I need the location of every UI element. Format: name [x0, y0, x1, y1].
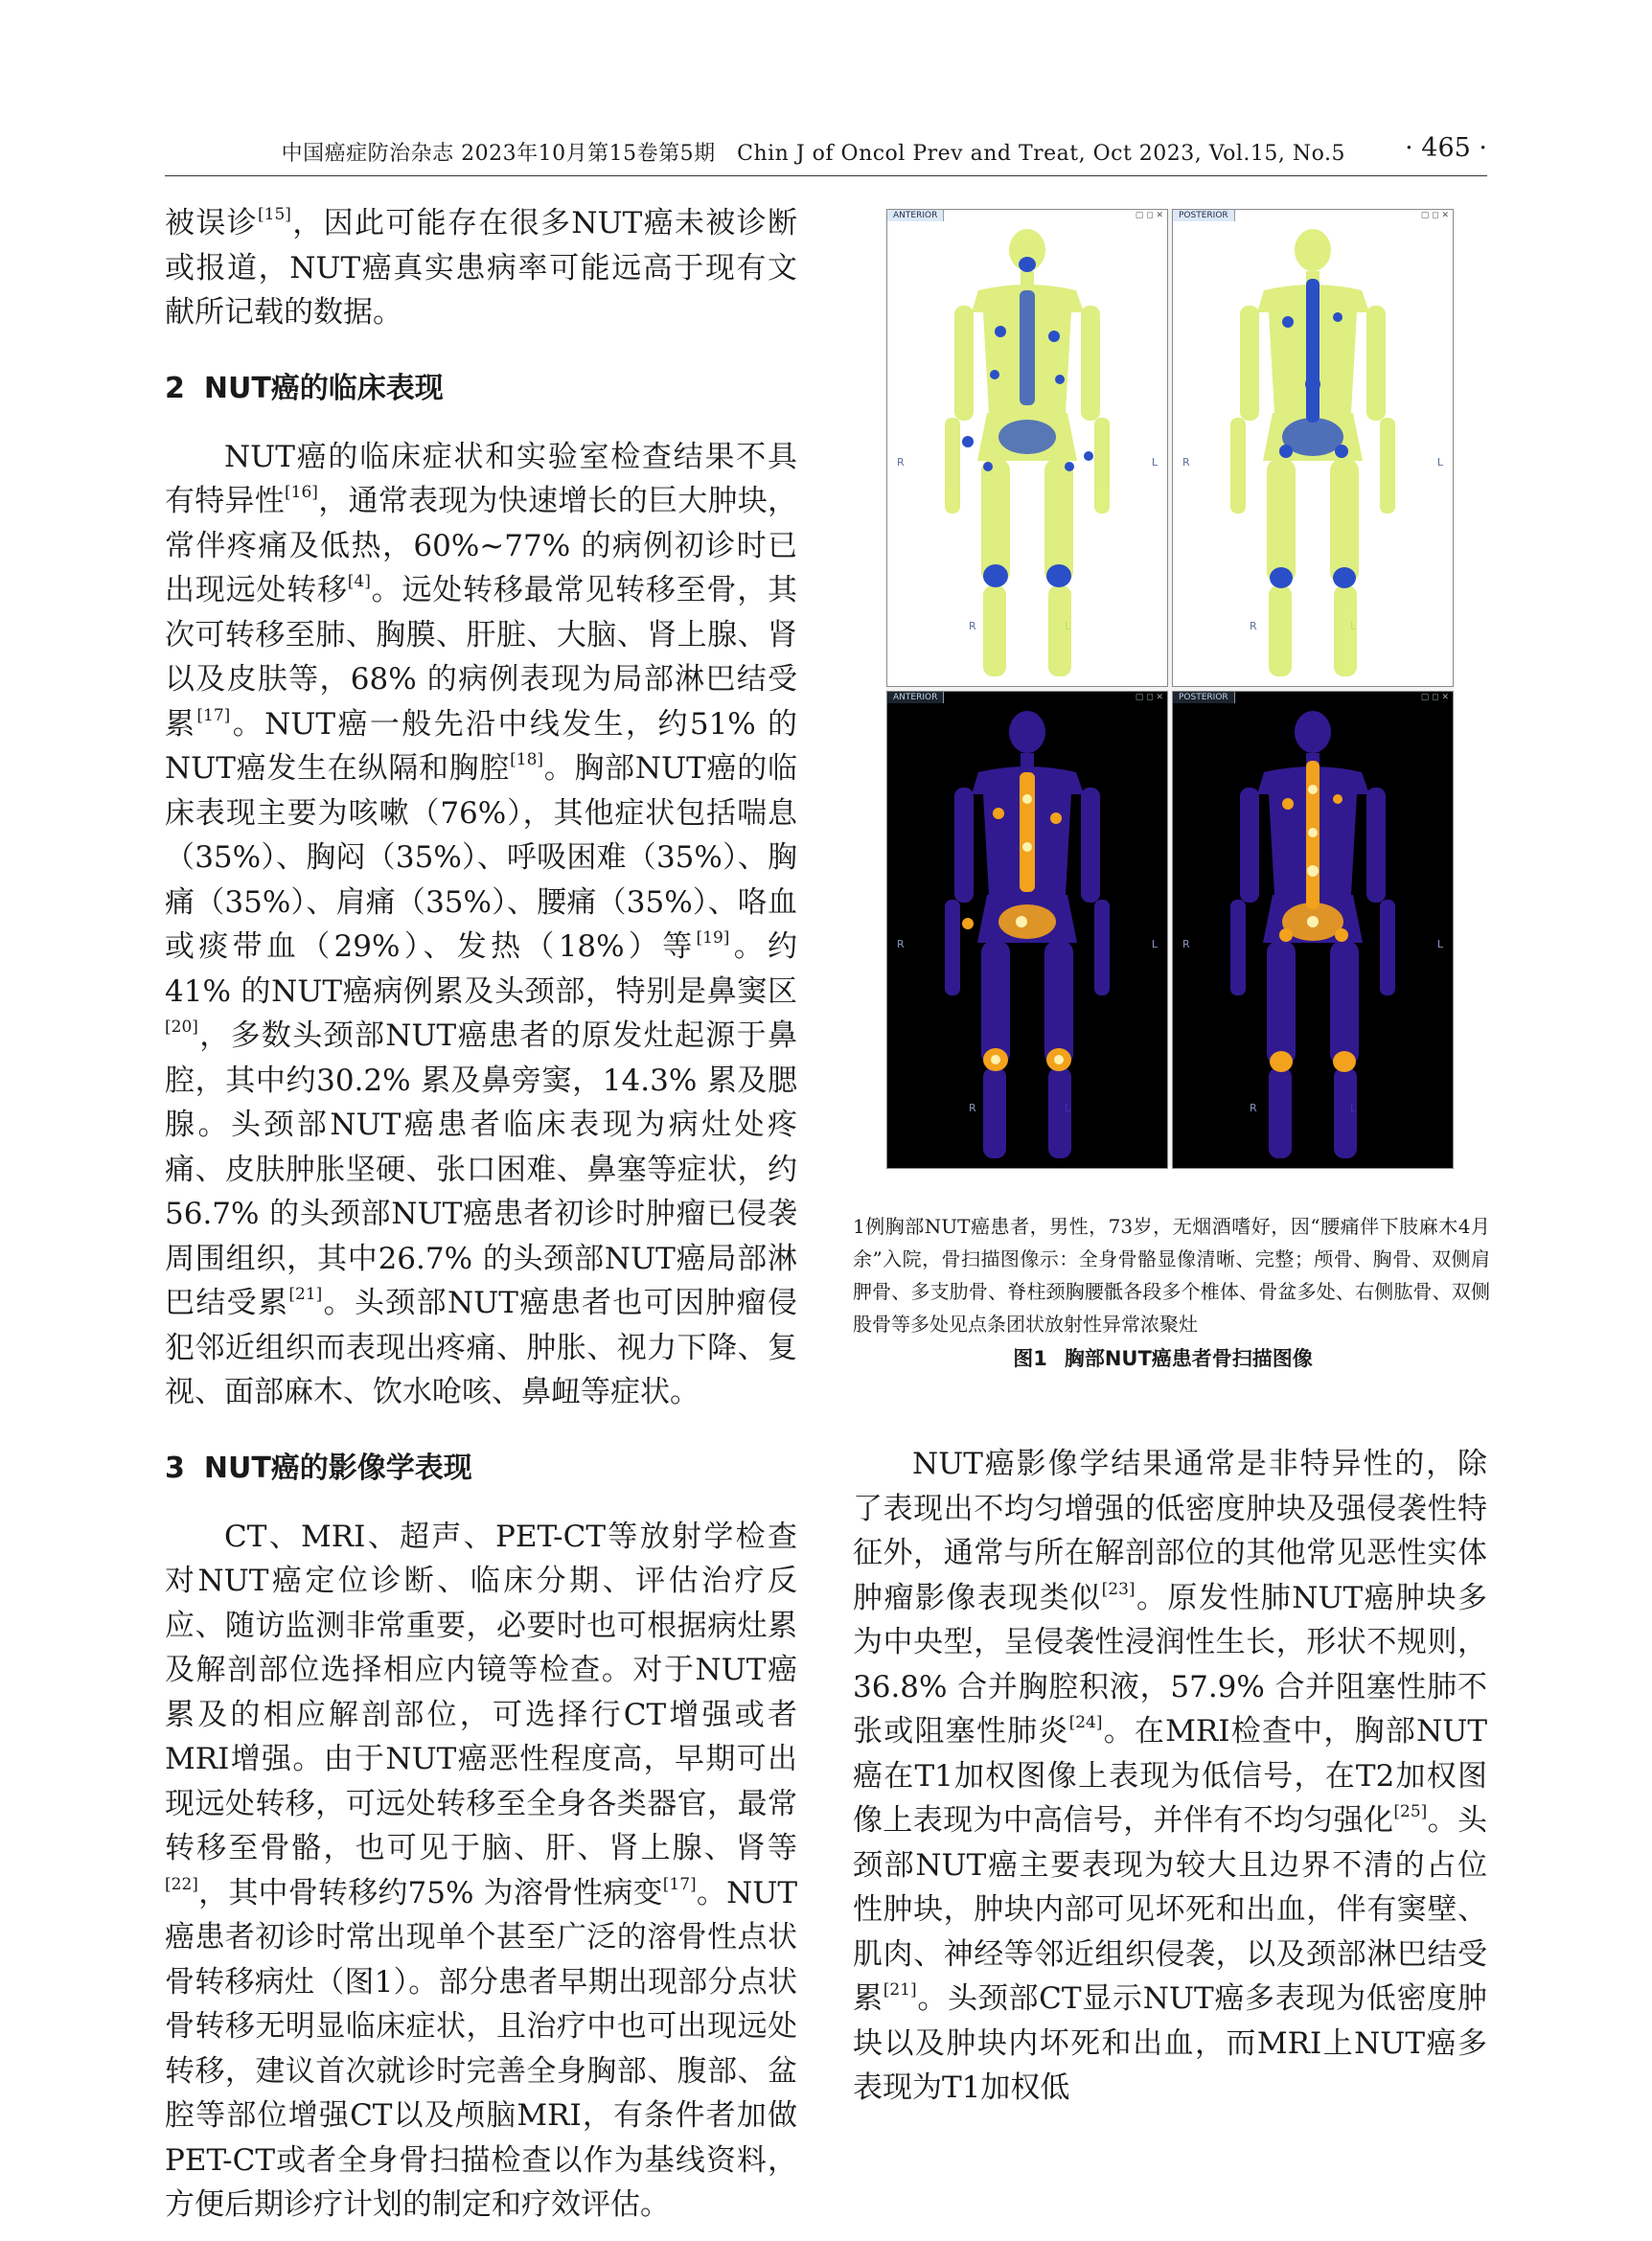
side-marker-l: L: [1436, 456, 1443, 469]
skeleton-image: [1173, 221, 1453, 686]
right-paragraph: NUT癌影像学结果通常是非特异性的，除了表现出不均匀增强的低密度肿块及强侵袭性特征外，通常与所在解剖部位的其他常见恶性实体肿瘤影像表现类似[23]。原发性肺NUT癌肿块多为中央型，呈侵袭性浸润性生长，形状不规则，36.8% 合并胸腔积液，57.9% 合并阻塞性肺不张或阻塞性肺炎[24]。在MRI检查中，胸部NUT癌在T1加权图像上表现为低信号，在T2加权图像上表现为中高信号，并伴有不均匀强化[25]。头颈部NUT癌主要表现为较大且边界不清的占位性肿块，肿块内部可见坏死和出血，伴有窦壁、肌肉、神经等邻近组织侵袭，以及颈部淋巴结受累[21]。头颈部CT显示NUT癌多表现为低密度肿块以及肿块内坏死和出血，而MRI上NUT癌多表现为T1加权低: [853, 1447, 1488, 2105]
journal-line: 中国癌症防治杂志 2023年10月第15卷第5期 Chin J of Oncol Prev and Treat, Oct 2023, Vol.15, No.5: [281, 142, 1345, 166]
skeleton-image: [1173, 703, 1453, 1168]
figure-caption-note: 1例胸部NUT癌患者，男性，73岁，无烟酒嗜好，因“腰痛伴下肢麻木4月余”入院，骨扫描图像示：全身骨骼显像清晰、完整；颅骨、胸骨、双侧肩胛骨、多支肋骨、脊柱颈胸腰骶各段多个椎体、骨盆多处、右侧肱骨、双侧股骨等多处见点条团状放射性异常浓聚灶: [853, 1215, 1490, 1336]
foot-marker-r: R: [969, 620, 976, 632]
running-header: [165, 131, 1487, 170]
side-marker-l: L: [1151, 456, 1158, 469]
intro-paragraph: 被误诊[15]，因此可能存在很多NUT癌未被诊断或报道，NUT癌真实患病率可能远高于现有文献所记载的数据。: [165, 205, 797, 330]
section-heading-2: 2 NUT癌的临床表现: [165, 371, 444, 405]
scan-panel-light-posterior: [1172, 209, 1454, 687]
skeleton-image: [887, 221, 1167, 686]
side-marker-r: R: [897, 938, 905, 950]
scan-panel-light-anterior: [886, 209, 1168, 687]
window-controls[interactable]: ▢ ◻ ✕: [1135, 211, 1163, 220]
section-3-paragraph: CT、MRI、超声、PET-CT等放射学检查对NUT癌定位诊断、临床分期、评估治疗反应、随访监测非常重要，必要时也可根据病灶累及解剖部位选择相应内镜等检查。对于NUT癌累及的相应解剖部位，可选择行CT增强或者MRI增强。由于NUT癌恶性程度高，早期可出现远处转移，可远处转移至全身各类器官，最常转移至骨骼，也可见于脑、肝、肾上腺、肾等[22]，其中骨转移约75% 为溶骨性病变[17]。NUT癌患者初诊时常出现单个甚至广泛的溶骨性点状骨转移病灶（图1）。部分患者早期出现部分点状骨转移无明显临床症状，且治疗中也可出现远处转移，建议首次就诊时完善全身胸部、腹部、盆腔等部位增强CT以及颅脑MRI，有条件者加做PET-CT或者全身骨扫描检查以作为基线资料，方便后期诊疗计划的制定和疗效评估。: [165, 1519, 797, 2222]
foot-marker-r: R: [1250, 1102, 1257, 1114]
side-marker-r: R: [897, 456, 905, 469]
view-tab: POSTERIOR: [1173, 210, 1235, 221]
scan-panel-dark-anterior: [886, 691, 1168, 1169]
window-controls[interactable]: ▢ ◻ ✕: [1420, 211, 1449, 220]
side-marker-l: L: [1151, 938, 1158, 950]
figure-label: 图1: [1013, 1347, 1047, 1370]
left-column: [165, 201, 797, 2228]
view-tab: POSTERIOR: [1173, 692, 1235, 703]
scan-panel-dark-posterior: [1172, 691, 1454, 1169]
header-rule: [165, 175, 1487, 176]
side-marker-r: R: [1182, 938, 1190, 950]
right-column: [853, 1442, 1487, 2111]
figure-title-text: 胸部NUT癌患者骨扫描图像: [1064, 1347, 1313, 1370]
section-2-paragraph: NUT癌的临床症状和实验室检查结果不具有特异性[16]，通常表现为快速增长的巨大肿块，常伴疼痛及低热，60%~77% 的病例初诊时已出现远处转移[4]。远处转移最常见转移至骨，其次可转移至肺、胸膜、肝脏、大脑、肾上腺、肾以及皮肤等，68% 的病例表现为局部淋巴结受累[17]。NUT癌一般先沿中线发生，约51% 的NUT癌发生在纵隔和胸腔[18]。胸部NUT癌的临床表现主要为咳嗽（76%），其他症状包括喘息（35%）、胸闷（35%）、呼吸困难（35%）、胸痛（35%）、肩痛（35%）、腰痛（35%）、咯血或痰带血（29%）、发热（18%）等[19]。约41% 的NUT癌病例累及头颈部，特别是鼻窦区[20]，多数头颈部NUT癌患者的原发灶起源于鼻腔，其中约30.2% 累及鼻旁窦，14.3% 累及腮腺。头颈部NUT癌患者临床表现为病灶处疼痛、皮肤肿胀坚硬、张口困难、鼻塞等症状，约56.7% 的头颈部NUT癌患者初诊时肿瘤已侵袭周围组织，其中26.7% 的头颈部NUT癌局部淋巴结受累[21]。头颈部NUT癌患者也可因肿瘤侵犯邻近组织而表现出疼痛、肿胀、视力下降、复视、面部麻木、饮水呛咳、鼻衄等症状。: [165, 439, 798, 1409]
bone-scan-figure: [886, 209, 1454, 1167]
figure-title: [853, 1343, 1490, 1372]
view-tab: ANTERIOR: [887, 692, 944, 703]
section-heading-3: 3 NUT癌的影像学表现: [165, 1451, 472, 1485]
skeleton-image: [887, 703, 1167, 1168]
window-controls[interactable]: ▢ ◻ ✕: [1135, 693, 1163, 702]
window-controls[interactable]: ▢ ◻ ✕: [1420, 693, 1449, 702]
foot-marker-r: R: [969, 1102, 976, 1114]
side-marker-r: R: [1182, 456, 1190, 469]
foot-marker-r: R: [1250, 620, 1257, 632]
view-tab: ANTERIOR: [887, 210, 944, 221]
page-number: · 465 ·: [1405, 133, 1487, 163]
side-marker-l: L: [1436, 938, 1443, 950]
